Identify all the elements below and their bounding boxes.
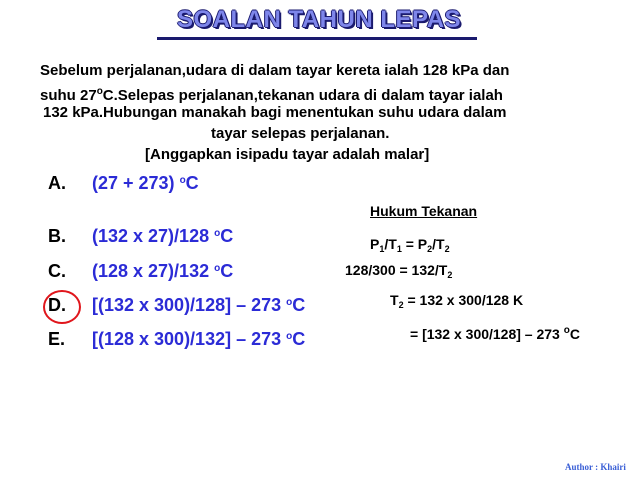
option-letter: E.	[48, 329, 66, 349]
option-text: (128 x 27)/132 $^o$C	[92, 261, 234, 281]
question-line-5: [Anggapkan isipadu tayar adalah malar]	[145, 146, 430, 163]
option-text: (132 x 27)/128 $^o$C	[92, 226, 234, 246]
working-line-3: $T_2 = 132$ x 300/128 K	[390, 292, 524, 310]
question-line-3: 132 kPa.Hubungan manakah bagi menentukan suhu udara dalam	[43, 104, 507, 121]
working-heading: Hukum Tekanan	[370, 203, 478, 219]
author-credit: Author : Khairi	[565, 462, 626, 472]
question-line-2-b: C.Selepas perjalanan,tekanan udara di dalam tayar ialah	[102, 87, 503, 104]
working-line-4: = [132 x 300/128] – 273 $^o$C	[410, 325, 580, 342]
working-line-1: $P_1/T_1 = P_2/T_2$	[370, 236, 450, 254]
option-text: [(128 x 300)/132] – 273 $^o$C	[92, 329, 306, 349]
degree-symbol: o	[96, 86, 103, 97]
option-letter: C.	[48, 261, 66, 281]
title-underline	[157, 37, 477, 40]
slide-title: SOALAN TAHUN LEPAS	[176, 6, 462, 33]
working-line-2: $128/300 = 132/T_2$	[345, 262, 453, 280]
option-letter: B.	[48, 226, 66, 246]
option-letter: D.	[48, 295, 66, 315]
question-line-2-a: suhu 27	[40, 87, 97, 104]
question-line-1: Sebelum perjalanan,udara di dalam tayar kereta ialah 128 kPa dan	[40, 62, 510, 79]
question-line-4: tayar selepas perjalanan.	[211, 125, 390, 142]
answer-circle	[43, 290, 81, 324]
option-text: (27 + 273) $^o$C	[92, 173, 199, 193]
option-text: [(132 x 300)/128] – 273 $^o$C	[92, 295, 306, 315]
option-letter: A.	[48, 173, 66, 193]
